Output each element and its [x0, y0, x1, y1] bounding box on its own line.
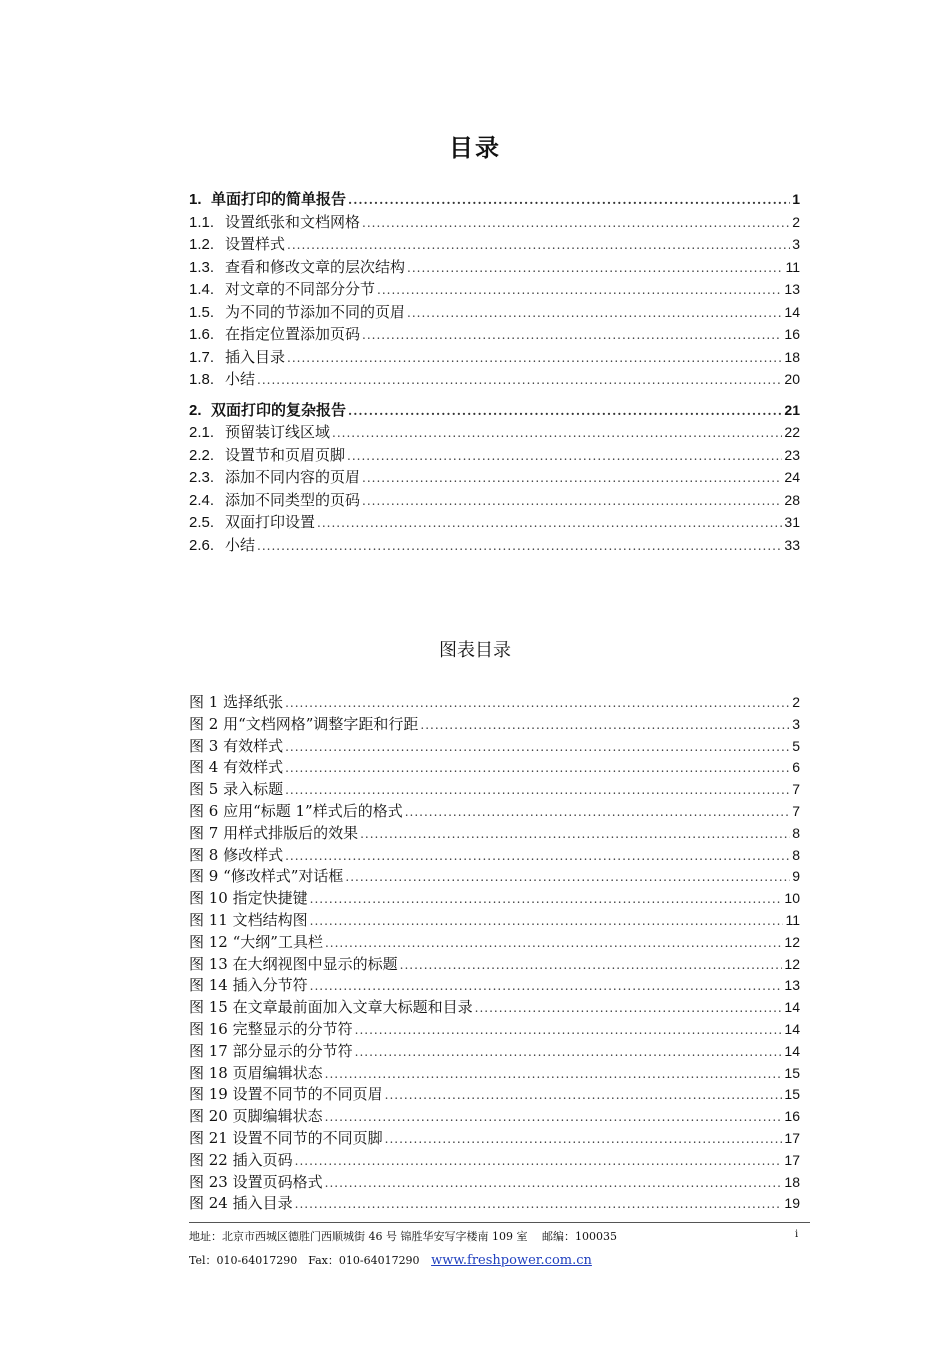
figure-page-number: 10 [784, 890, 800, 907]
dot-leader [325, 933, 782, 955]
figure-page-number: 2 [792, 694, 800, 710]
entry-title: 单面打印的简单报告 [211, 190, 347, 208]
footer-phone-fax: Tel：010-64017290 Fax：010-64017290 [189, 1254, 420, 1267]
entry-number: 2.6. [189, 536, 215, 554]
dot-leader [325, 1107, 783, 1129]
dot-leader [285, 693, 790, 715]
figure-page-number: 7 [792, 802, 800, 819]
figure-caption: 图 13 在大纲视图中显示的标题 [189, 954, 398, 973]
figure-page-number: 13 [784, 977, 800, 994]
figure-page-number: 7 [792, 781, 800, 798]
figure-caption: 图 20 页脚编辑状态 [189, 1107, 323, 1126]
figure-page-number: 16 [784, 1108, 800, 1125]
entry-page-number: 14 [784, 303, 800, 320]
figure-page-number: 9 [792, 868, 800, 885]
dot-leader [310, 889, 783, 911]
figure-list [189, 692, 800, 1215]
figure-entry[interactable] [189, 845, 800, 867]
figure-page-number: 8 [792, 846, 800, 863]
figure-page-number: 17 [784, 1129, 800, 1146]
dot-leader [362, 467, 782, 490]
toc-section-entry[interactable] [189, 368, 800, 391]
footer-contact [189, 1252, 592, 1268]
toc-chapter-entry[interactable] [189, 399, 800, 422]
dot-leader [345, 867, 790, 889]
toc-section-entry[interactable] [189, 278, 800, 301]
figure-entry[interactable] [189, 954, 800, 976]
entry-number: 2.2. [189, 446, 215, 464]
dot-leader [400, 955, 783, 977]
entry-page-number: 22 [784, 424, 800, 440]
figure-page-number: 5 [792, 737, 800, 754]
figure-caption: 图 2 用“文档网格”调整字距和行距 [189, 714, 419, 733]
website-link[interactable]: www.freshpower.com.cn [431, 1253, 592, 1268]
figure-entry[interactable] [189, 714, 800, 736]
dot-leader [405, 802, 790, 824]
dot-leader [285, 846, 790, 868]
entry-title: 设置样式 [225, 235, 286, 253]
figure-caption: 图 17 部分显示的分节符 [189, 1041, 353, 1060]
figure-entry[interactable] [189, 1172, 800, 1194]
entry-page-number: 20 [784, 371, 800, 387]
dot-leader [287, 347, 782, 370]
entry-page-number: 33 [784, 536, 800, 553]
figure-caption: 图 23 设置页码格式 [189, 1172, 323, 1191]
dot-leader [347, 445, 782, 468]
entry-title: 在指定位置添加页码 [225, 325, 361, 343]
toc-section-entry[interactable] [189, 466, 800, 489]
toc-section-entry[interactable] [189, 534, 800, 557]
footer-address: 地址：北京市西城区德胜门西顺城街 46 号 锦胜华安写字楼南 109 室 邮编：100035 [189, 1230, 617, 1243]
toc-section-entry[interactable] [189, 233, 800, 256]
figure-entry[interactable] [189, 1084, 800, 1106]
toc-chapter-entry[interactable] [189, 188, 800, 211]
footer-page-number: i [795, 1229, 799, 1240]
entry-page-number: 24 [784, 469, 800, 485]
figure-entry[interactable] [189, 1150, 800, 1172]
entry-page-number: 2 [792, 213, 800, 230]
dot-leader [348, 400, 782, 423]
figure-caption: 图 11 文档结构图 [189, 910, 308, 929]
entry-number: 1.5. [189, 303, 215, 321]
figure-caption: 图 22 插入页码 [189, 1150, 293, 1169]
figure-page-number: 15 [784, 1086, 800, 1103]
dot-leader [325, 1173, 783, 1195]
entry-number: 1.7. [189, 348, 215, 366]
dot-leader [332, 422, 782, 445]
entry-title: 双面打印设置 [225, 513, 316, 531]
figure-page-number: 19 [784, 1195, 800, 1212]
dot-leader [475, 998, 783, 1020]
dot-leader [362, 324, 782, 347]
entry-title: 插入目录 [225, 347, 286, 366]
dot-leader [257, 535, 782, 558]
figure-caption: 图 15 在文章最前面加入文章大标题和目录 [189, 998, 473, 1017]
dot-leader [285, 737, 790, 759]
entry-page-number: 11 [785, 258, 800, 275]
figure-caption: 图 14 插入分节符 [189, 976, 308, 995]
dot-leader [360, 824, 790, 846]
dot-leader [310, 976, 783, 998]
figure-entry[interactable] [189, 1106, 800, 1128]
dot-leader [385, 1129, 783, 1151]
dot-leader [362, 212, 790, 235]
figure-caption: 图 12 “大纲”工具栏 [189, 932, 323, 951]
figure-caption: 图 7 用样式排版后的效果 [189, 823, 359, 842]
entry-page-number: 31 [784, 514, 800, 530]
entry-title: 添加不同内容的页眉 [225, 468, 361, 486]
entry-number: 2.4. [189, 491, 215, 509]
figure-page-number: 14 [784, 1020, 800, 1037]
dot-leader [295, 1151, 783, 1173]
toc-section-entry[interactable] [189, 421, 800, 444]
entry-title: 小结 [225, 370, 256, 388]
figure-entry[interactable] [189, 1128, 800, 1150]
figure-page-number: 17 [784, 1151, 800, 1168]
entry-number: 2.1. [189, 424, 215, 441]
entry-title: 对文章的不同部分分节 [225, 280, 376, 298]
figure-caption: 图 16 完整显示的分节符 [189, 1019, 353, 1038]
figure-caption: 图 8 修改样式 [189, 845, 284, 864]
entry-title: 添加不同类型的页码 [225, 490, 361, 509]
figure-caption: 图 21 设置不同节的不同页脚 [189, 1128, 383, 1147]
figure-page-number: 14 [784, 999, 800, 1016]
entry-number: 1. [189, 191, 202, 208]
figure-caption: 图 1 选择纸张 [189, 693, 284, 711]
figure-caption: 图 4 有效样式 [189, 758, 284, 777]
entry-page-number: 1 [792, 191, 800, 207]
chapter-spacer [189, 391, 800, 399]
dot-leader [317, 512, 782, 535]
figure-page-number: 12 [784, 933, 800, 950]
dot-leader [325, 1064, 783, 1086]
figure-entry[interactable] [189, 997, 800, 1019]
figure-entry[interactable] [189, 932, 800, 954]
figure-entry[interactable] [189, 801, 800, 823]
entry-page-number: 3 [792, 236, 800, 252]
figure-entry[interactable] [189, 1041, 800, 1063]
entry-title: 双面打印的复杂报告 [211, 400, 347, 419]
entry-title: 为不同的节添加不同的页眉 [225, 302, 406, 321]
figure-page-number: 3 [792, 715, 800, 732]
figure-entry[interactable] [189, 779, 800, 801]
figure-entry[interactable] [189, 757, 800, 779]
figure-entry[interactable] [189, 888, 800, 910]
figure-page-number: 8 [792, 824, 800, 841]
toc-section-entry[interactable] [189, 444, 800, 467]
figure-caption: 图 6 应用“标题 1”样式后的格式 [189, 801, 403, 820]
figure-caption: 图 10 指定快捷键 [189, 889, 308, 908]
entry-page-number: 18 [784, 348, 800, 365]
figure-page-number: 12 [784, 955, 800, 972]
entry-title: 设置纸张和文档网格 [225, 212, 361, 231]
entry-page-number: 16 [784, 326, 800, 342]
toc-list [189, 188, 800, 556]
dot-leader [257, 369, 782, 392]
figure-entry[interactable] [189, 823, 800, 845]
footer-divider [189, 1222, 810, 1223]
figure-entry[interactable] [189, 1193, 800, 1215]
dot-leader [355, 1020, 783, 1042]
dot-leader [362, 490, 782, 513]
figure-caption: 图 19 设置不同节的不同页眉 [189, 1085, 383, 1104]
figure-page-number: 6 [792, 759, 800, 776]
dot-leader [295, 1194, 783, 1216]
entry-number: 1.4. [189, 281, 215, 298]
entry-number: 1.1. [189, 213, 215, 231]
toc-section-entry[interactable] [189, 511, 800, 534]
figure-entry[interactable] [189, 692, 800, 714]
figure-entry[interactable] [189, 866, 800, 888]
figure-entry[interactable] [189, 1019, 800, 1041]
figure-page-number: 18 [784, 1173, 800, 1190]
entry-page-number: 23 [784, 446, 800, 463]
entry-title: 设置节和页眉页脚 [225, 445, 346, 464]
dot-leader [385, 1085, 783, 1107]
entry-number: 2. [189, 401, 202, 419]
entry-page-number: 28 [784, 491, 800, 508]
toc-section-entry[interactable] [189, 256, 800, 279]
figure-caption: 图 18 页眉编辑状态 [189, 1063, 323, 1082]
entry-page-number: 21 [784, 401, 800, 418]
dot-leader [355, 1042, 783, 1064]
figure-entry[interactable] [189, 975, 800, 997]
toc-section-entry[interactable] [189, 323, 800, 346]
figure-caption: 图 24 插入目录 [189, 1194, 293, 1213]
toc-section-entry[interactable] [189, 489, 800, 512]
figure-page-number: 14 [784, 1042, 800, 1059]
figure-entry[interactable] [189, 736, 800, 758]
figure-list-title: 图表目录 [439, 640, 511, 661]
entry-title: 预留装订线区域 [225, 423, 331, 441]
entry-page-number: 13 [784, 281, 800, 297]
figure-caption: 图 3 有效样式 [189, 736, 284, 755]
entry-number: 1.3. [189, 258, 215, 276]
figure-entry[interactable] [189, 910, 800, 932]
entry-title: 查看和修改文章的层次结构 [225, 257, 406, 276]
toc-title: 目录 [449, 134, 501, 162]
toc-section-entry[interactable] [189, 211, 800, 234]
dot-leader [377, 279, 782, 302]
dot-leader [407, 302, 782, 325]
dot-leader [285, 758, 790, 780]
entry-title: 小结 [225, 535, 256, 554]
dot-leader [287, 234, 790, 257]
dot-leader [285, 780, 790, 802]
dot-leader [407, 257, 783, 280]
dot-leader [420, 715, 790, 737]
entry-number: 2.3. [189, 469, 215, 486]
toc-section-entry[interactable] [189, 301, 800, 324]
entry-number: 2.5. [189, 514, 215, 531]
entry-number: 1.8. [189, 371, 215, 388]
figure-caption: 图 9 “修改样式”对话框 [189, 867, 344, 886]
figure-caption: 图 5 录入标题 [189, 780, 284, 799]
entry-number: 1.2. [189, 236, 215, 253]
figure-page-number: 11 [785, 911, 800, 928]
dot-leader [310, 911, 784, 933]
entry-number: 1.6. [189, 326, 215, 343]
toc-section-entry[interactable] [189, 346, 800, 369]
dot-leader [348, 189, 790, 212]
figure-page-number: 15 [784, 1064, 800, 1081]
figure-entry[interactable] [189, 1063, 800, 1085]
